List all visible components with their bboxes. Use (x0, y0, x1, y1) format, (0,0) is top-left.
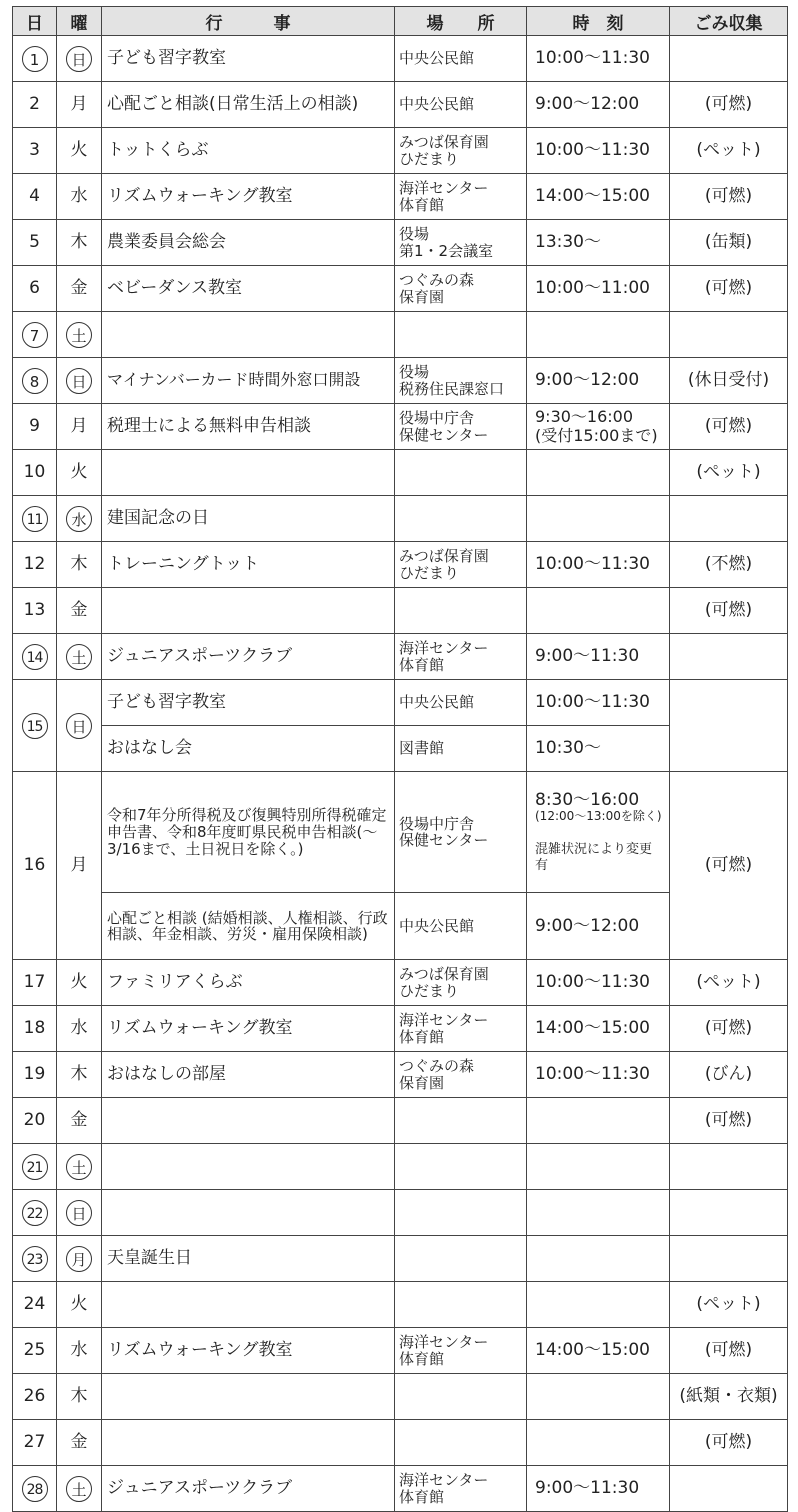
trash-cell (670, 634, 788, 680)
day-cell: 26 (13, 1374, 57, 1420)
event-cell: おはなしの部屋 (102, 1052, 395, 1098)
holiday-day-number: 23 (22, 1246, 48, 1272)
trash-cell: (缶類) (670, 220, 788, 266)
dow-cell (57, 358, 102, 404)
holiday-weekday: 土 (66, 644, 92, 670)
table-row (13, 496, 788, 542)
event-cell (102, 1098, 395, 1144)
place-cell (395, 1282, 527, 1328)
day-cell: 4 (13, 174, 57, 220)
time-cell (527, 496, 670, 542)
event-cell: 天皇誕生日 (102, 1236, 395, 1282)
time-cell: 14:00〜15:00 (527, 1328, 670, 1374)
table-row (13, 404, 788, 450)
place-cell: 海洋センター 体育館 (395, 634, 527, 680)
header-row (13, 7, 788, 36)
dow-cell (57, 1144, 102, 1190)
holiday-day-number: 22 (22, 1200, 48, 1226)
holiday-day-number: 21 (22, 1154, 48, 1180)
event-cell (102, 1374, 395, 1420)
header-place: 場 所 (395, 7, 527, 36)
day-cell: 25 (13, 1328, 57, 1374)
event-cell (102, 312, 395, 358)
dow-cell (57, 1466, 102, 1512)
table-row (13, 1374, 788, 1420)
place-cell: 海洋センター 体育館 (395, 1328, 527, 1374)
dow-cell (57, 1236, 102, 1282)
dow-cell (57, 496, 102, 542)
trash-cell (670, 1236, 788, 1282)
event-cell (102, 1190, 395, 1236)
table-row (13, 1282, 788, 1328)
place-cell (395, 450, 527, 496)
place-cell (395, 1190, 527, 1236)
day-cell (13, 312, 57, 358)
dow-cell (57, 1190, 102, 1236)
day-cell: 27 (13, 1420, 57, 1466)
event-cell: リズムウォーキング教室 (102, 1328, 395, 1374)
place-cell: みつば保育園 ひだまり (395, 542, 527, 588)
event-cell: 農業委員会総会 (102, 220, 395, 266)
dow-cell: 火 (57, 128, 102, 174)
trash-cell: (ペット) (670, 450, 788, 496)
day-cell: 17 (13, 960, 57, 1006)
day-cell (13, 1236, 57, 1282)
time-cell (527, 772, 670, 893)
dow-cell (57, 36, 102, 82)
trash-cell: (可燃) (670, 1328, 788, 1374)
trash-cell (670, 1144, 788, 1190)
time-cell: 10:00〜11:30 (527, 680, 670, 726)
dow-cell: 水 (57, 1328, 102, 1374)
place-cell: 中央公民館 (395, 680, 527, 726)
holiday-weekday: 日 (66, 713, 92, 739)
table-row (13, 772, 788, 893)
trash-cell (670, 1466, 788, 1512)
time-cell (527, 1098, 670, 1144)
day-cell (13, 680, 57, 772)
dow-cell: 月 (57, 82, 102, 128)
dow-cell (57, 634, 102, 680)
holiday-day-number: 15 (22, 713, 48, 739)
table-row (13, 542, 788, 588)
table-row (13, 358, 788, 404)
event-cell (102, 1144, 395, 1190)
time-cell: 10:00〜11:30 (527, 542, 670, 588)
trash-cell (670, 36, 788, 82)
trash-cell: (ペット) (670, 960, 788, 1006)
table-row (13, 588, 788, 634)
event-cell: 建国記念の日 (102, 496, 395, 542)
day-cell: 12 (13, 542, 57, 588)
trash-cell (670, 312, 788, 358)
table-row (13, 174, 788, 220)
trash-cell: (可燃) (670, 82, 788, 128)
holiday-day-number: 8 (22, 368, 48, 394)
holiday-day-number: 14 (22, 644, 48, 670)
place-cell: みつば保育園 ひだまり (395, 128, 527, 174)
day-cell: 13 (13, 588, 57, 634)
time-cell (527, 1144, 670, 1190)
day-cell: 16 (13, 772, 57, 960)
holiday-day-number: 28 (22, 1476, 48, 1502)
table-row (13, 1328, 788, 1374)
place-cell: 中央公民館 (395, 893, 527, 960)
place-cell: 役場 第1・2会議室 (395, 220, 527, 266)
dow-cell: 木 (57, 220, 102, 266)
trash-cell: (紙類・衣類) (670, 1374, 788, 1420)
time-cell: 13:30〜 (527, 220, 670, 266)
trash-cell: (可燃) (670, 266, 788, 312)
day-cell: 19 (13, 1052, 57, 1098)
dow-cell: 金 (57, 588, 102, 634)
place-cell (395, 588, 527, 634)
place-cell: 海洋センター 体育館 (395, 1006, 527, 1052)
trash-cell: (可燃) (670, 588, 788, 634)
header-event: 行 事 (102, 7, 395, 36)
event-calendar-table (12, 6, 788, 1512)
table-row (13, 36, 788, 82)
day-cell: 10 (13, 450, 57, 496)
table-row (13, 266, 788, 312)
table-row (13, 1420, 788, 1466)
day-cell: 2 (13, 82, 57, 128)
dow-cell (57, 680, 102, 772)
place-cell: 役場中庁舎 保健センター (395, 772, 527, 893)
header-time: 時 刻 (527, 7, 670, 36)
place-cell: 海洋センター 体育館 (395, 1466, 527, 1512)
dow-cell: 木 (57, 1052, 102, 1098)
time-cell: 9:00〜11:30 (527, 1466, 670, 1512)
place-cell: 図書館 (395, 726, 527, 772)
place-cell (395, 1236, 527, 1282)
dow-cell: 金 (57, 1098, 102, 1144)
trash-cell: (びん) (670, 1052, 788, 1098)
time-cell (527, 450, 670, 496)
trash-cell: (可燃) (670, 772, 788, 960)
time-cell: 10:00〜11:30 (527, 36, 670, 82)
time-cell (527, 312, 670, 358)
place-cell (395, 1420, 527, 1466)
time-cell: 14:00〜15:00 (527, 174, 670, 220)
table-row (13, 1190, 788, 1236)
table-row (13, 220, 788, 266)
event-cell: 令和7年分所得税及び復興特別所得税確定申告書、令和8年度町県民税申告相談(〜3/16まで、土日祝日を除く。) (102, 772, 395, 893)
dow-cell: 月 (57, 772, 102, 960)
time-cell: 9:00〜12:00 (527, 358, 670, 404)
trash-cell (670, 1190, 788, 1236)
event-cell: トレーニングトット (102, 542, 395, 588)
event-cell: 子ども習字教室 (102, 36, 395, 82)
dow-cell: 火 (57, 450, 102, 496)
table-row (13, 1006, 788, 1052)
day-cell: 18 (13, 1006, 57, 1052)
day-cell (13, 496, 57, 542)
holiday-weekday: 土 (66, 1154, 92, 1180)
dow-cell: 木 (57, 1374, 102, 1420)
table-row (13, 450, 788, 496)
time-cell: 9:00〜11:30 (527, 634, 670, 680)
trash-cell: (可燃) (670, 404, 788, 450)
day-cell: 20 (13, 1098, 57, 1144)
place-cell (395, 496, 527, 542)
trash-cell: (可燃) (670, 1006, 788, 1052)
place-cell (395, 1144, 527, 1190)
event-cell: 税理士による無料申告相談 (102, 404, 395, 450)
dow-cell: 金 (57, 266, 102, 312)
table-row (13, 1466, 788, 1512)
dow-cell (57, 312, 102, 358)
time-cell (527, 1420, 670, 1466)
trash-cell: (休日受付) (670, 358, 788, 404)
place-cell: 役場中庁舎 保健センター (395, 404, 527, 450)
table-row (13, 960, 788, 1006)
table-row (13, 1098, 788, 1144)
event-cell: マイナンバーカード時間外窓口開設 (102, 358, 395, 404)
place-cell (395, 312, 527, 358)
table-row (13, 1052, 788, 1098)
day-cell (13, 634, 57, 680)
holiday-weekday: 日 (66, 46, 92, 72)
place-cell: つぐみの森 保育園 (395, 1052, 527, 1098)
event-cell: 子ども習字教室 (102, 680, 395, 726)
day-cell: 9 (13, 404, 57, 450)
place-cell: 中央公民館 (395, 36, 527, 82)
table-row (13, 1236, 788, 1282)
table-row (13, 634, 788, 680)
header-dow: 曜 (57, 7, 102, 36)
holiday-day-number: 7 (22, 322, 48, 348)
event-cell: 心配ごと相談(日常生活上の相談) (102, 82, 395, 128)
trash-cell: (可燃) (670, 1098, 788, 1144)
event-cell (102, 450, 395, 496)
event-cell: ベビーダンス教室 (102, 266, 395, 312)
holiday-weekday: 土 (66, 1476, 92, 1502)
holiday-weekday: 日 (66, 368, 92, 394)
day-cell (13, 36, 57, 82)
dow-cell: 水 (57, 1006, 102, 1052)
trash-cell: (可燃) (670, 174, 788, 220)
time-cell (527, 1190, 670, 1236)
time-cell: 10:00〜11:00 (527, 266, 670, 312)
event-cell: ジュニアスポーツクラブ (102, 634, 395, 680)
time-cell: 10:00〜11:30 (527, 960, 670, 1006)
dow-cell: 月 (57, 404, 102, 450)
place-cell: 中央公民館 (395, 82, 527, 128)
time-cell: 9:30〜16:00 (受付15:00まで) (527, 404, 670, 450)
time-main: 8:30〜16:00 (535, 789, 640, 810)
holiday-day-number: 1 (22, 46, 48, 72)
time-cell (527, 1282, 670, 1328)
event-cell (102, 588, 395, 634)
place-cell: つぐみの森 保育園 (395, 266, 527, 312)
holiday-weekday: 日 (66, 1200, 92, 1226)
event-cell: ジュニアスポーツクラブ (102, 1466, 395, 1512)
table-row (13, 1144, 788, 1190)
trash-cell: (ペット) (670, 1282, 788, 1328)
trash-cell: (可燃) (670, 1420, 788, 1466)
time-note: 混雑状況により変更有 (535, 842, 653, 874)
time-cell: 10:30〜 (527, 726, 670, 772)
time-cell: 14:00〜15:00 (527, 1006, 670, 1052)
trash-cell: (ペット) (670, 128, 788, 174)
time-cell (527, 1374, 670, 1420)
event-cell: トットくらぶ (102, 128, 395, 174)
time-cell (527, 588, 670, 634)
place-cell (395, 1098, 527, 1144)
time-cell: 10:00〜11:30 (527, 128, 670, 174)
time-note: (12:00〜13:00を除く) (535, 809, 662, 824)
place-cell: 役場 税務住民課窓口 (395, 358, 527, 404)
event-cell (102, 1420, 395, 1466)
day-cell (13, 1466, 57, 1512)
day-cell: 6 (13, 266, 57, 312)
trash-cell (670, 680, 788, 772)
event-cell: ファミリアくらぶ (102, 960, 395, 1006)
time-cell: 10:00〜11:30 (527, 1052, 670, 1098)
event-cell: おはなし会 (102, 726, 395, 772)
event-cell (102, 1282, 395, 1328)
day-cell (13, 1144, 57, 1190)
dow-cell: 金 (57, 1420, 102, 1466)
event-cell: リズムウォーキング教室 (102, 174, 395, 220)
trash-cell (670, 496, 788, 542)
day-cell (13, 358, 57, 404)
holiday-weekday: 月 (66, 1246, 92, 1272)
dow-cell: 水 (57, 174, 102, 220)
header-trash: ごみ収集 (670, 7, 788, 36)
header-day: 日 (13, 7, 57, 36)
dow-cell: 木 (57, 542, 102, 588)
table-row (13, 128, 788, 174)
day-cell: 5 (13, 220, 57, 266)
dow-cell: 火 (57, 960, 102, 1006)
table-row (13, 82, 788, 128)
event-cell: リズムウォーキング教室 (102, 1006, 395, 1052)
time-cell: 9:00〜12:00 (527, 82, 670, 128)
holiday-day-number: 11 (22, 506, 48, 532)
place-cell: みつば保育園 ひだまり (395, 960, 527, 1006)
time-cell (527, 1236, 670, 1282)
table-row (13, 312, 788, 358)
table-row (13, 680, 788, 726)
day-cell (13, 1190, 57, 1236)
time-cell: 9:00〜12:00 (527, 893, 670, 960)
day-cell: 24 (13, 1282, 57, 1328)
place-cell: 海洋センター 体育館 (395, 174, 527, 220)
event-cell: 心配ごと相談 (結婚相談、人権相談、行政相談、年金相談、労災・雇用保険相談) (102, 893, 395, 960)
day-cell: 3 (13, 128, 57, 174)
place-cell (395, 1374, 527, 1420)
holiday-weekday: 水 (66, 506, 92, 532)
dow-cell: 火 (57, 1282, 102, 1328)
trash-cell: (不燃) (670, 542, 788, 588)
holiday-weekday: 土 (66, 322, 92, 348)
